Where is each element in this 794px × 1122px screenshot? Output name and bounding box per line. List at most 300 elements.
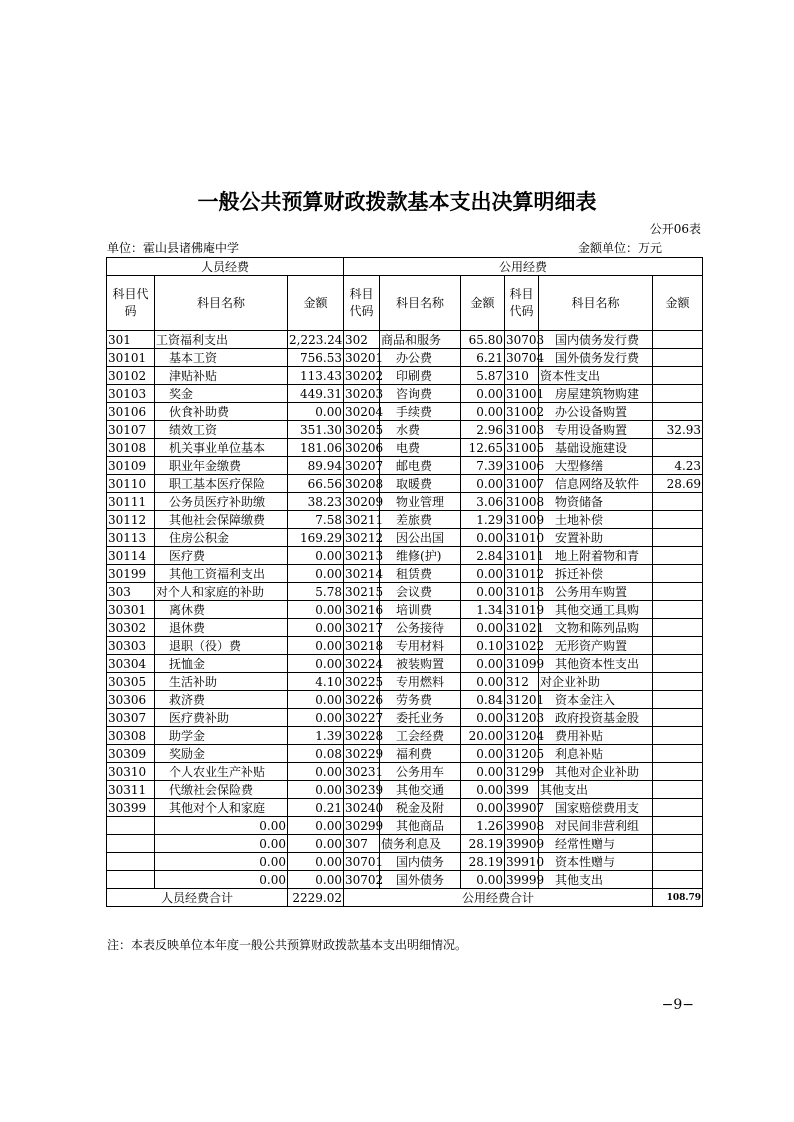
table-row <box>107 763 703 781</box>
cell-name-2: 取暖费 <box>380 475 461 493</box>
table-row <box>107 781 703 799</box>
cell-amount-3 <box>653 835 703 853</box>
table-row <box>107 709 703 727</box>
cell-code-3: 31009 <box>506 512 545 527</box>
cell-amount-3 <box>653 637 703 655</box>
cell-name-2: 手续费 <box>380 403 461 421</box>
cell-name-2: 公务接待 <box>380 619 461 637</box>
table-row <box>107 547 703 565</box>
cell-name-1: 0.00 <box>155 853 288 871</box>
cell-code-1: 30399 <box>107 799 155 817</box>
cell-name-2: 商品和服务 <box>380 331 461 349</box>
cell-amount-2: 0.00 <box>461 565 505 583</box>
cell-code-3: 31012 <box>506 566 545 581</box>
cell-amount-3 <box>653 439 703 457</box>
cell-name-1: 个人农业生产补贴 <box>155 763 288 781</box>
cell-code-1: 30311 <box>107 781 155 799</box>
col-name-3: 科目名称 <box>539 276 653 331</box>
cell-name-2: 债务利息及 <box>380 835 461 853</box>
table-row <box>107 601 703 619</box>
table-row <box>107 835 703 853</box>
cell-name-1: 其他工资福利支出 <box>155 565 288 583</box>
cell-name-3: 公务用车购置 <box>539 583 653 601</box>
cell-amount-1: 1.39 <box>288 727 344 745</box>
table-row <box>107 565 703 583</box>
cell-code-2: 30201 <box>345 350 384 365</box>
cell-amount-3 <box>653 601 703 619</box>
cell-name-3: 政府投资基金股 <box>539 709 653 727</box>
cell-amount-1: 5.78 <box>288 583 344 601</box>
cell-code-2: 30204 <box>345 404 384 419</box>
cell-code-1: 30102 <box>107 367 155 385</box>
cell-amount-1: 0.00 <box>288 565 344 583</box>
cell-name-2: 国内债务 <box>380 853 461 871</box>
cell-code-2: 30207 <box>345 458 384 473</box>
cell-name-3: 其他交通工具购 <box>539 601 653 619</box>
col-name-2: 科目名称 <box>380 276 461 331</box>
cell-amount-2: 12.65 <box>461 439 505 457</box>
cell-code-3: 310 <box>505 367 539 385</box>
cell-amount-2: 0.00 <box>461 475 505 493</box>
cell-code-2: 30228 <box>345 728 384 743</box>
cell-name-2: 咨询费 <box>380 385 461 403</box>
cell-amount-2: 0.00 <box>461 781 505 799</box>
cell-code-3: 31204 <box>506 728 545 743</box>
cell-name-3: 对企业补助 <box>539 673 653 691</box>
cell-amount-1: 0.00 <box>288 403 344 421</box>
cell-name-1: 对个人和家庭的补助 <box>155 583 288 601</box>
cell-amount-3 <box>653 367 703 385</box>
cell-name-2: 专用材料 <box>380 637 461 655</box>
cell-code-3: 31022 <box>506 638 545 653</box>
cell-amount-1: 113.43 <box>288 367 344 385</box>
table-row <box>107 367 703 385</box>
cell-name-1: 其他对个人和家庭 <box>155 799 288 817</box>
col-name-1: 科目名称 <box>155 276 288 331</box>
cell-code-3: 31021 <box>506 620 545 635</box>
cell-amount-2: 2.84 <box>461 547 505 565</box>
cell-amount-2: 7.39 <box>461 457 505 475</box>
footnote: 注：本表反映单位本年度一般公共预算财政拨款基本支出明细情况。 <box>107 938 468 952</box>
cell-name-3: 办公设备购置 <box>539 403 653 421</box>
cell-code-3: 31008 <box>506 494 545 509</box>
cell-amount-1: 0.00 <box>288 619 344 637</box>
cell-code-2: 30224 <box>345 656 384 671</box>
cell-name-1: 机关事业单位基本 <box>155 439 288 457</box>
cell-amount-3 <box>653 565 703 583</box>
cell-amount-2: 0.00 <box>461 583 505 601</box>
cell-amount-2: 0.00 <box>461 673 505 691</box>
cell-code-1: 30309 <box>107 745 155 763</box>
cell-name-1: 职业年金缴费 <box>155 457 288 475</box>
cell-code-2: 30205 <box>345 422 384 437</box>
cell-code-1: 30109 <box>107 457 155 475</box>
cell-name-2: 邮电费 <box>380 457 461 475</box>
cell-name-2: 被装购置 <box>380 655 461 673</box>
personnel-header: 人员经费 <box>107 258 344 276</box>
cell-name-2: 维修(护) <box>380 547 461 565</box>
cell-code-1: 301 <box>107 331 155 349</box>
page-title: 一般公共预算财政拨款基本支出决算明细表 <box>197 189 597 214</box>
table-row <box>107 493 703 511</box>
cell-name-1: 生活补助 <box>155 673 288 691</box>
table-row <box>107 655 703 673</box>
cell-name-3: 地上附着物和青 <box>539 547 653 565</box>
cell-name-3: 基础设施建设 <box>539 439 653 457</box>
cell-name-3: 资本金注入 <box>539 691 653 709</box>
cell-amount-2: 0.00 <box>461 403 505 421</box>
cell-amount-3 <box>653 817 703 835</box>
cell-code-1: 30101 <box>107 349 155 367</box>
cell-code-2: 30215 <box>345 584 384 599</box>
cell-amount-2: 20.00 <box>461 727 505 745</box>
cell-name-1: 奖励金 <box>155 745 288 763</box>
table-row <box>107 457 703 475</box>
cell-code-2: 30227 <box>345 710 384 725</box>
cell-code-3: 31006 <box>506 458 545 473</box>
cell-amount-2: 3.06 <box>461 493 505 511</box>
col-code-2: 科目代码 <box>344 276 380 331</box>
cell-amount-1: 0.00 <box>288 601 344 619</box>
cell-amount-3 <box>653 691 703 709</box>
cell-name-2: 会议费 <box>380 583 461 601</box>
expenditure-table <box>106 257 703 907</box>
cell-code-3: 31013 <box>506 584 545 599</box>
cell-code-3: 39999 <box>506 872 545 887</box>
cell-name-2: 公务用车 <box>380 763 461 781</box>
cell-name-2: 专用燃料 <box>380 673 461 691</box>
cell-code-1: 30306 <box>107 691 155 709</box>
table-row <box>107 385 703 403</box>
cell-amount-3 <box>653 853 703 871</box>
cell-amount-2: 0.00 <box>461 799 505 817</box>
personnel-total-label: 人员经费合计 <box>107 889 288 907</box>
cell-amount-2: 0.00 <box>461 709 505 727</box>
cell-name-2: 其他商品 <box>380 817 461 835</box>
cell-amount-1: 0.00 <box>288 817 344 835</box>
cell-amount-1: 449.31 <box>288 385 344 403</box>
cell-name-1: 抚恤金 <box>155 655 288 673</box>
public-header: 公用经费 <box>344 258 703 276</box>
cell-code-1: 30114 <box>107 547 155 565</box>
cell-code-1: 30110 <box>107 475 155 493</box>
cell-amount-2: 0.10 <box>461 637 505 655</box>
cell-code-3: 30703 <box>506 332 545 347</box>
cell-code-2: 307 <box>344 835 380 853</box>
cell-name-2: 培训费 <box>380 601 461 619</box>
money-unit-label: 金额单位：万元 <box>578 241 663 255</box>
cell-code-3: 312 <box>505 673 539 691</box>
cell-code-1: 30107 <box>107 421 155 439</box>
cell-name-2: 物业管理 <box>380 493 461 511</box>
col-code-3: 科目代码 <box>505 276 539 331</box>
cell-code-3: 31007 <box>506 476 545 491</box>
cell-code-3: 31205 <box>506 746 545 761</box>
header-row-columns <box>107 276 703 331</box>
cell-code-1 <box>107 853 155 871</box>
cell-amount-3 <box>653 403 703 421</box>
cell-amount-1: 0.00 <box>288 637 344 655</box>
table-row <box>107 619 703 637</box>
cell-code-3: 399 <box>505 781 539 799</box>
cell-name-1: 救济费 <box>155 691 288 709</box>
cell-name-1: 医疗费补助 <box>155 709 288 727</box>
cell-code-2: 30231 <box>345 764 384 779</box>
cell-name-1: 工资福利支出 <box>155 331 288 349</box>
header-row-group <box>107 258 703 276</box>
cell-code-1: 30103 <box>107 385 155 403</box>
cell-amount-1: 0.00 <box>288 853 344 871</box>
cell-code-2: 30239 <box>345 782 384 797</box>
cell-name-1: 代缴社会保险费 <box>155 781 288 799</box>
cell-name-2: 办公费 <box>380 349 461 367</box>
table-row <box>107 691 703 709</box>
cell-amount-2: 0.84 <box>461 691 505 709</box>
cell-code-2: 30226 <box>345 692 384 707</box>
cell-name-3: 房屋建筑物购建 <box>539 385 653 403</box>
col-amount-1: 金额 <box>288 276 344 331</box>
cell-code-1: 30302 <box>107 619 155 637</box>
cell-code-2: 30211 <box>345 512 384 527</box>
cell-amount-2: 0.00 <box>461 763 505 781</box>
col-amount-2: 金额 <box>461 276 505 331</box>
cell-name-1: 伙食补助费 <box>155 403 288 421</box>
cell-amount-2: 5.87 <box>461 367 505 385</box>
cell-amount-1: 0.00 <box>288 655 344 673</box>
cell-amount-1: 0.00 <box>288 781 344 799</box>
table-row <box>107 853 703 871</box>
cell-amount-1: 66.56 <box>288 475 344 493</box>
cell-name-1: 退休费 <box>155 619 288 637</box>
col-amount-3: 金额 <box>653 276 703 331</box>
cell-name-2: 委托业务 <box>380 709 461 727</box>
cell-amount-3 <box>653 727 703 745</box>
cell-amount-1: 38.23 <box>288 493 344 511</box>
public-total-value: 108.79 <box>653 889 703 907</box>
personnel-total-value: 2229.02 <box>288 889 344 907</box>
cell-name-2: 水费 <box>380 421 461 439</box>
cell-name-2: 工会经费 <box>380 727 461 745</box>
cell-code-3: 31002 <box>506 404 545 419</box>
table-row <box>107 439 703 457</box>
cell-code-1: 30303 <box>107 637 155 655</box>
cell-code-3: 39910 <box>506 854 545 869</box>
cell-name-1: 医疗费 <box>155 547 288 565</box>
cell-code-2: 30216 <box>345 602 384 617</box>
table-row <box>107 349 703 367</box>
cell-code-3: 39908 <box>506 818 545 833</box>
table-row <box>107 583 703 601</box>
cell-code-1 <box>107 835 155 853</box>
cell-amount-3 <box>653 781 703 799</box>
cell-name-2: 其他交通 <box>380 781 461 799</box>
cell-code-3: 31099 <box>506 656 545 671</box>
cell-name-2: 税金及附 <box>380 799 461 817</box>
cell-amount-3 <box>653 331 703 349</box>
cell-amount-1: 169.29 <box>288 529 344 547</box>
cell-amount-3: 4.23 <box>653 457 703 475</box>
cell-amount-2: 28.19 <box>461 835 505 853</box>
cell-code-1: 30310 <box>107 763 155 781</box>
cell-code-1: 30308 <box>107 727 155 745</box>
public-total-label: 公用经费合计 <box>344 889 653 907</box>
cell-amount-1: 0.00 <box>288 547 344 565</box>
cell-name-1: 津贴补贴 <box>155 367 288 385</box>
cell-amount-2: 2.96 <box>461 421 505 439</box>
cell-amount-3: 32.93 <box>653 421 703 439</box>
cell-code-3: 31005 <box>506 440 545 455</box>
cell-code-3: 31011 <box>506 548 545 563</box>
cell-amount-2: 1.29 <box>461 511 505 529</box>
cell-name-3: 国外债务发行费 <box>539 349 653 367</box>
cell-amount-2: 0.00 <box>461 529 505 547</box>
cell-amount-2: 0.00 <box>461 745 505 763</box>
table-row <box>107 637 703 655</box>
cell-amount-3: 28.69 <box>653 475 703 493</box>
cell-amount-2: 0.00 <box>461 385 505 403</box>
cell-amount-3 <box>653 763 703 781</box>
cell-code-3: 31010 <box>506 530 545 545</box>
table-row <box>107 799 703 817</box>
table-row <box>107 511 703 529</box>
cell-code-3: 31019 <box>506 602 545 617</box>
cell-name-1: 职工基本医疗保险 <box>155 475 288 493</box>
cell-amount-2: 0.00 <box>461 655 505 673</box>
cell-code-3: 39907 <box>506 800 545 815</box>
col-code-1: 科目代码 <box>107 276 155 331</box>
cell-amount-3 <box>653 871 703 889</box>
cell-amount-1: 351.30 <box>288 421 344 439</box>
cell-name-3: 经常性赠与 <box>539 835 653 853</box>
cell-code-3: 31001 <box>506 386 545 401</box>
cell-amount-2: 28.19 <box>461 853 505 871</box>
cell-code-3: 30704 <box>506 350 545 365</box>
table-number: 公开06表 <box>649 222 701 236</box>
cell-amount-3 <box>653 385 703 403</box>
cell-name-3: 拆迁补偿 <box>539 565 653 583</box>
cell-name-1: 离休费 <box>155 601 288 619</box>
cell-name-1: 0.00 <box>155 835 288 853</box>
table-row <box>107 871 703 889</box>
cell-name-3: 资本性支出 <box>539 367 653 385</box>
cell-code-2: 30213 <box>345 548 384 563</box>
cell-code-3: 39909 <box>506 836 545 851</box>
table-row <box>107 403 703 421</box>
cell-name-3: 信息网络及软件 <box>539 475 653 493</box>
cell-amount-1: 0.00 <box>288 691 344 709</box>
cell-amount-3 <box>653 529 703 547</box>
table-row <box>107 475 703 493</box>
cell-amount-1: 4.10 <box>288 673 344 691</box>
cell-code-2: 30212 <box>345 530 384 545</box>
cell-code-1 <box>107 871 155 889</box>
cell-code-2: 30217 <box>345 620 384 635</box>
cell-code-1: 30199 <box>107 565 155 583</box>
cell-amount-1: 7.58 <box>288 511 344 529</box>
cell-name-2: 租赁费 <box>380 565 461 583</box>
cell-name-1: 0.00 <box>155 871 288 889</box>
cell-code-2: 30229 <box>345 746 384 761</box>
cell-amount-3 <box>653 799 703 817</box>
cell-name-3: 国家赔偿费用支 <box>539 799 653 817</box>
cell-name-3: 其他资本性支出 <box>539 655 653 673</box>
cell-name-3: 资本性赠与 <box>539 853 653 871</box>
cell-amount-1: 2,223.24 <box>289 332 343 347</box>
cell-code-2: 30299 <box>345 818 384 833</box>
cell-code-1: 30304 <box>107 655 155 673</box>
cell-amount-3 <box>653 673 703 691</box>
cell-code-2: 30240 <box>345 800 384 815</box>
cell-amount-1: 0.00 <box>288 871 344 889</box>
cell-name-2: 劳务费 <box>380 691 461 709</box>
cell-amount-1: 756.53 <box>288 349 344 367</box>
cell-code-1: 30301 <box>107 601 155 619</box>
cell-name-1: 其他社会保障缴费 <box>155 511 288 529</box>
cell-name-1: 基本工资 <box>155 349 288 367</box>
cell-amount-3 <box>653 547 703 565</box>
cell-code-2: 30209 <box>345 494 384 509</box>
unit-label: 单位：霍山县诸佛庵中学 <box>107 241 240 255</box>
cell-code-3: 31299 <box>506 764 545 779</box>
cell-amount-3 <box>653 493 703 511</box>
cell-amount-2: 0.00 <box>461 619 505 637</box>
cell-code-2: 30225 <box>345 674 384 689</box>
cell-name-2: 因公出国 <box>380 529 461 547</box>
cell-amount-1: 0.08 <box>288 745 344 763</box>
cell-amount-2: 1.34 <box>461 601 505 619</box>
cell-name-3: 文物和陈列品购 <box>539 619 653 637</box>
cell-amount-3 <box>653 655 703 673</box>
cell-code-1 <box>107 817 155 835</box>
cell-name-3: 其他支出 <box>539 781 653 799</box>
cell-name-1: 住房公积金 <box>155 529 288 547</box>
cell-name-3: 费用补贴 <box>539 727 653 745</box>
cell-amount-2: 6.21 <box>461 349 505 367</box>
page-number: −9− <box>661 997 694 1013</box>
cell-code-2: 302 <box>344 331 380 349</box>
cell-code-1: 30108 <box>107 439 155 457</box>
cell-code-1: 30106 <box>107 403 155 421</box>
cell-amount-1: 0.21 <box>288 799 344 817</box>
cell-name-2: 差旅费 <box>380 511 461 529</box>
cell-name-2: 福利费 <box>380 745 461 763</box>
cell-code-1: 303 <box>107 583 155 601</box>
cell-amount-3 <box>653 619 703 637</box>
cell-name-3: 专用设备购置 <box>539 421 653 439</box>
table-row <box>107 817 703 835</box>
cell-amount-3 <box>653 511 703 529</box>
cell-amount-3 <box>653 709 703 727</box>
cell-name-3: 物资储备 <box>539 493 653 511</box>
cell-name-2: 印刷费 <box>380 367 461 385</box>
cell-code-3: 31201 <box>506 692 545 707</box>
cell-name-3: 利息补贴 <box>539 745 653 763</box>
cell-code-1: 30111 <box>107 493 155 511</box>
cell-amount-1: 89.94 <box>288 457 344 475</box>
cell-name-3: 安置补助 <box>539 529 653 547</box>
table-row <box>107 421 703 439</box>
cell-code-1: 30305 <box>107 673 155 691</box>
table-row <box>107 529 703 547</box>
cell-code-2: 30202 <box>345 368 384 383</box>
cell-code-2: 30206 <box>345 440 384 455</box>
cell-name-3: 无形资产购置 <box>539 637 653 655</box>
cell-name-1: 绩效工资 <box>155 421 288 439</box>
cell-name-3: 国内债务发行费 <box>539 331 653 349</box>
cell-code-2: 30702 <box>345 872 384 887</box>
table-row <box>107 331 703 349</box>
cell-name-1: 退职（役）费 <box>155 637 288 655</box>
